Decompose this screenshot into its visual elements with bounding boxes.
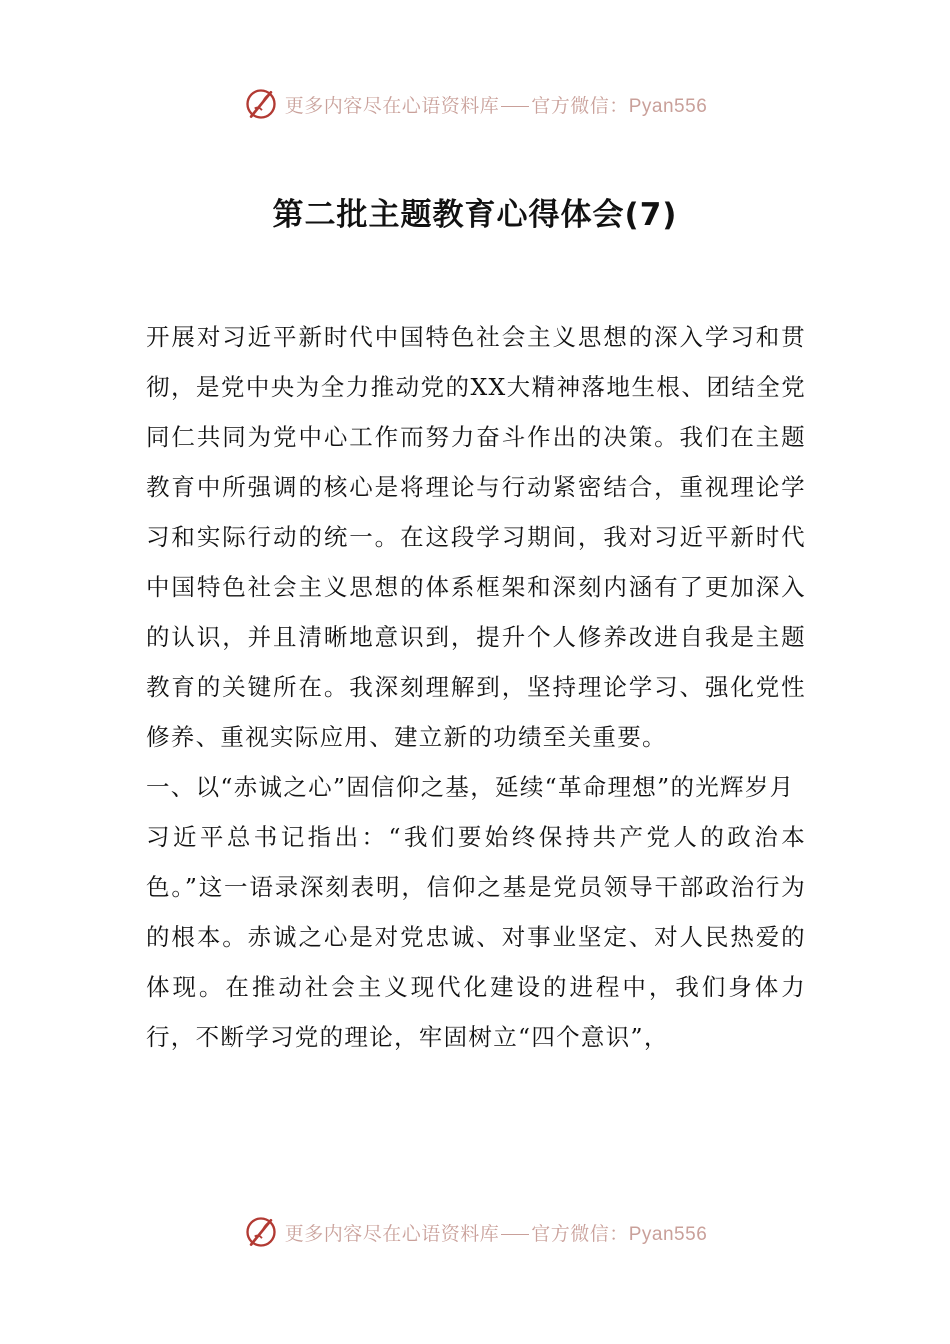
watermark-text (285, 91, 708, 118)
footer-watermark (0, 1210, 950, 1254)
watermark-site: 更多内容尽在心语资料库 (284, 1222, 500, 1245)
watermark-wechat-label: 官方微信： (531, 1222, 629, 1245)
watermark-wechat-id: Pyan556 (628, 95, 708, 117)
watermark-separator (501, 1234, 529, 1235)
section-paragraph: 习近平总书记指出：“我们要始终保持共产党人的政治本色。”这一语录深刻表明，信仰之基是党员领导干部政治行为的根本。赤诚之心是对党忠诚、对事业坚定、对人民热爱的体现。在推动社会主义现代化建设的进程中，我们身体力行，不断学习党的理论，牢固树立“四个意识”， (146, 823, 806, 1051)
intro-paragraph: 开展对习近平新时代中国特色社会主义思想的深入学习和贯彻，是党中央为全力推动党的XX大精神落地生根、团结全党同仁共同为党中心工作而努力奋斗作出的决策。我们在主题教育中所强调的核心是将理论与行动紧密结合，重视理论学习和实际行动的统一。在这段学习期间，我对习近平新时代中国特色社会主义思想的体系框架和深刻内涵有了更加深入的认识，并且清晰地意识到，提升个人修养改进自我是主题教育的关键所在。我深刻理解到，坚持理论学习、强化党性修养、重视实际应用、建立新的功绩至关重要。 (146, 323, 806, 751)
section-heading: 一、以“赤诚之心”固信仰之基，延续“革命理想”的光辉岁月 (146, 773, 795, 801)
document-body (146, 312, 806, 1062)
watermark-site: 更多内容尽在心语资料库 (284, 94, 500, 117)
quill-logo-icon (243, 86, 279, 122)
watermark-text (285, 1219, 708, 1246)
watermark-wechat-label: 官方微信： (531, 94, 629, 117)
watermark-separator (501, 106, 529, 107)
document-title: 第二批主题教育心得体会(7) (272, 196, 678, 233)
quill-logo-icon (243, 1214, 279, 1250)
watermark-wechat-id: Pyan556 (628, 1223, 708, 1245)
header-watermark (0, 82, 950, 126)
